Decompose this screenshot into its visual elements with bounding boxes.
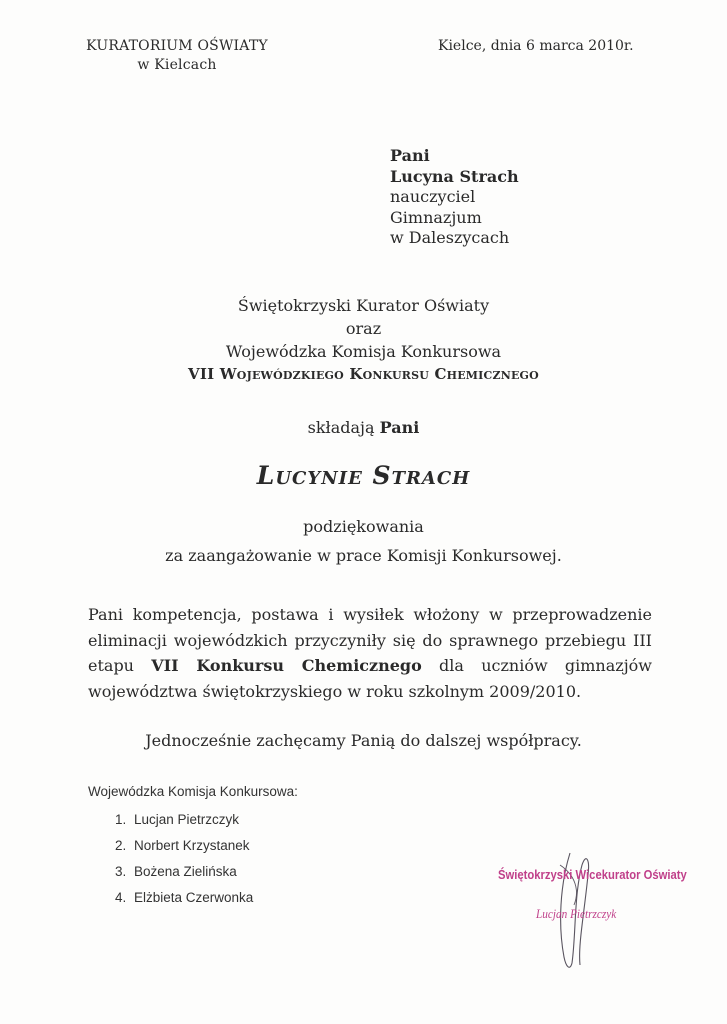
honoree-name: Lucynie Strach <box>256 461 471 490</box>
institution-city: w Kielcach <box>137 57 217 73</box>
thanks-block <box>0 512 727 570</box>
thanks-word: podziękowania <box>303 517 424 536</box>
issuers-block <box>0 294 727 386</box>
list-item: 2. Norbert Krzystanek <box>130 833 298 859</box>
body-contest-name: VII Konkursu Chemicznego <box>151 656 422 675</box>
offer-verb: składają <box>307 418 375 437</box>
offer-line <box>0 418 727 437</box>
recipient-role: nauczyciel <box>390 187 476 206</box>
thanks-reason: za zaangażowanie w prace Komisji Konkursowej. <box>165 546 562 565</box>
stamp-signatory: Lucjan Pietrzczyk <box>536 907 617 921</box>
committee-members <box>88 807 298 911</box>
list-item: 3. Bożena Zielińska <box>130 859 298 885</box>
issuer-commission: Wojewódzka Komisja Konkursowa <box>225 342 502 361</box>
recipient-salutation: Pani <box>390 146 430 165</box>
committee-list <box>88 784 298 911</box>
list-item: 4. Elżbieta Czerwonka <box>130 885 298 911</box>
closing-sentence: Jednocześnie zachęcamy Panią do dalszej współpracy. <box>145 731 582 750</box>
list-item: 1. Lucjan Pietrzczyk <box>130 807 298 833</box>
committee-heading: Wojewódzka Komisja Konkursowa: <box>88 784 298 799</box>
offer-addressee: Pani <box>379 418 420 437</box>
official-stamp: Świętokrzyski Wicekurator Oświaty <box>498 868 687 882</box>
body-text-1: Pani kompetencja, postawa i wysiłek włożony w przeprowadzenie eliminacji wojewódzkich przyczyniły się do sprawnego przebiegu III etapu <box>88 605 652 675</box>
contest-title: VII Wojewódzkiego Konkursu Chemicznego <box>188 365 539 383</box>
issuer-kurator: Świętokrzyski Kurator Oświaty <box>237 296 490 315</box>
body-text-2: dla uczniów gimnazjów województwa świętokrzyskiego w roku szkolnym 2009/2010. <box>88 656 652 701</box>
place-date: Kielce, dnia 6 marca 2010r. <box>438 38 634 54</box>
recipient-city: w Daleszycach <box>390 228 510 247</box>
recipient-address <box>390 146 519 249</box>
issuer-conjunction: oraz <box>345 319 382 338</box>
institution-header <box>84 37 270 75</box>
body-paragraph <box>88 602 652 704</box>
recipient-name: Lucyna Strach <box>390 166 519 186</box>
institution-name: KURATORIUM OŚWIATY <box>86 38 268 54</box>
recipient-school: Gimnazjum <box>390 207 482 227</box>
